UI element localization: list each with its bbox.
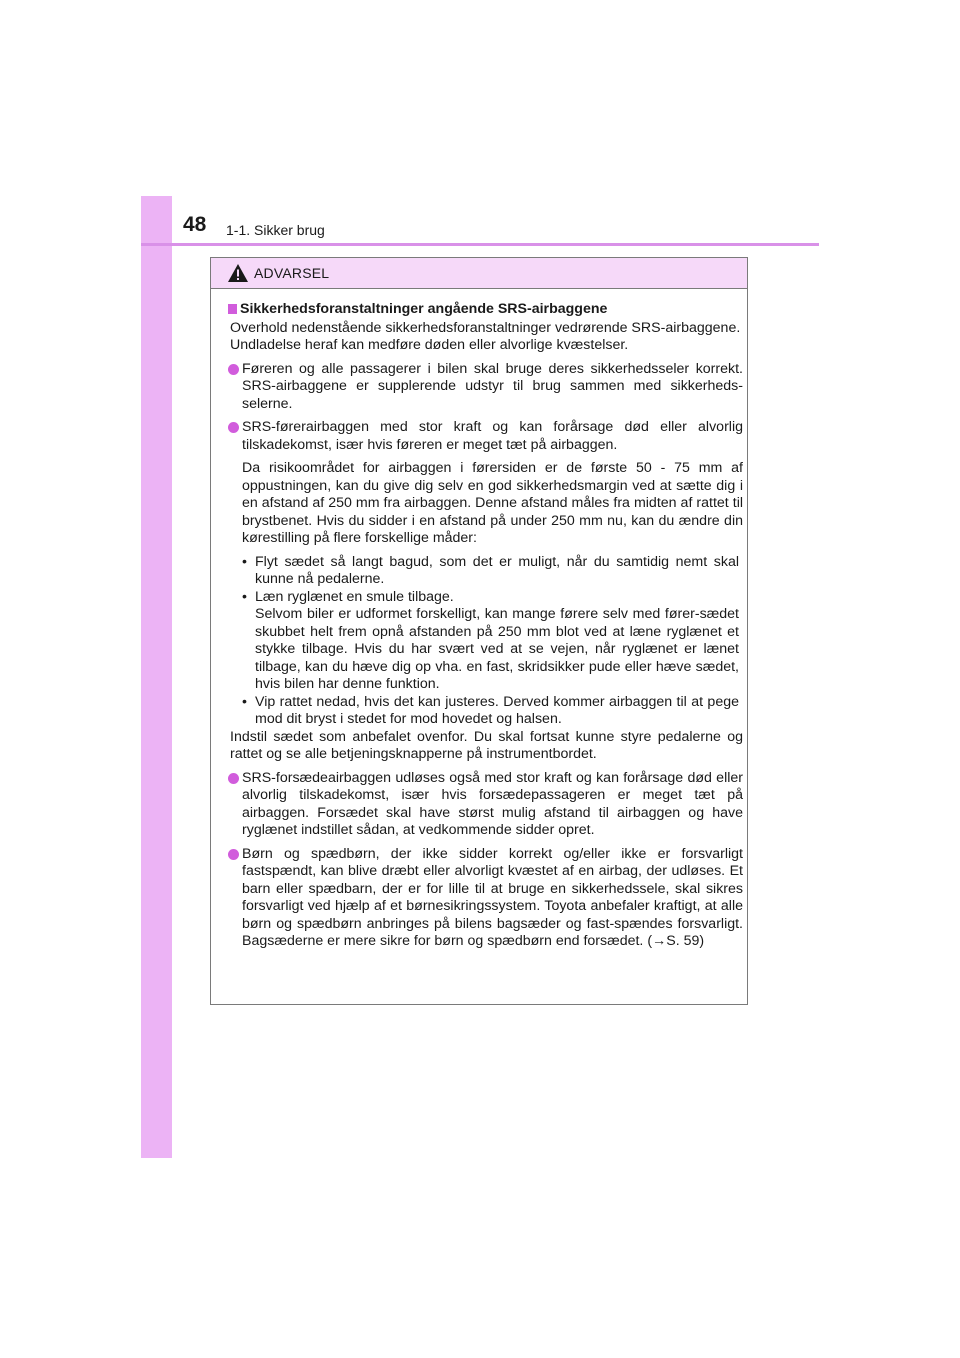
list-item-text: SRS-forsædeairbaggen udløses også med stor kraft og kan forårsage død eller alvorlig tilskadekomst, især hvis forsædepassageren er meget tæt på airbaggen. Forsædet skal have størst mulig afstand til airbaggen og have ryglænet indstillet sådan, at vedkommende sidder opret. [242, 769, 743, 838]
side-tab [141, 196, 172, 1158]
list-item-text: Føreren og alle passagerer i bilen skal bruge deres sikkerhedsseler korrekt. SRS-airbaggene er supplerende udstyr til brug sammen med sikkerheds-selerne. [242, 360, 743, 412]
list-item-detail: Da risikoområdet for airbaggen i førersiden er de første 50 - 75 mm af oppustningen, kan du give dig selv en god sikkerhedsmargin ved at sætte dig i en afstand af 250 mm fra airbaggen. Denne afstand måles fra midten af rattet til brystbenet. Hvis du sidder i en afstand på under 250 mm nu, kan du ændre din kørestilling på flere forskellige måder: [242, 460, 743, 546]
warning-triangle-icon [227, 263, 249, 283]
warning-label: ADVARSEL [254, 265, 330, 281]
circle-bullet-icon [228, 849, 239, 860]
page-number: 48 [183, 213, 207, 236]
list-item [228, 770, 743, 840]
intro-consequence: Undladelse heraf kan medføre døden eller alvorlige kvæstelser. [230, 337, 629, 353]
sub-bullet-marker: • [242, 553, 247, 570]
list-item [228, 361, 743, 414]
sub-bullet-text: Flyt sædet så langt bagud, som det er muligt, når du samtidig nemt skal kunne nå pedalerne. [255, 553, 739, 587]
list-item-text: Børn og spædbørn, der ikke sidder korrekt og/eller ikke er forsvarligt fastspændt, kan blive dræbt eller alvorligt kvæstet af en airbag, der udløses. Et barn eller spædbarn, der er for lille til at bruge en sikkerhedssele, skal sikres forsvarligt ved hjælp af et børnesikringssystem. Toyota anbefaler kraftigt, at alle børn og spædbørn anbringes på bilens bagsæder og fast-spændes forsvarligt. Bagsæderne er mere sikre for børn og spædbørn end forsædet. (→S. 59) [242, 845, 743, 949]
after-bullets-paragraph: Indstil sædet som anbefalet ovenfor. Du skal fortsat kunne styre pedalerne og rattet og se alle betjeningsknapperne på instrumentbordet. [230, 728, 743, 762]
sub-bullet [228, 694, 743, 729]
warning-content [228, 301, 743, 951]
list-item [228, 419, 743, 454]
warning-heading-text: Sikkerhedsforanstaltninger angående SRS-airbaggene [240, 301, 608, 317]
sub-bullet [228, 554, 743, 589]
section-title: 1-1. Sikker brug [226, 222, 325, 238]
circle-bullet-icon [228, 364, 239, 375]
warning-header [211, 258, 747, 289]
sub-bullet-text: Læn ryglænet en smule tilbage. [255, 588, 454, 605]
sub-bullet-detail: Selvom biler er udformet forskelligt, kan mange førere selv med fører-sædet skubbet helt frem opnå afstanden på 250 mm blot ved at læne ryglænet et stykke tilbage. Hvis du har svært ved at se vejen, når ryglænet er lænet tilbage, kan du hæve dig op vha. en fast, skridsikker pude eller hæve sædet, hvis bilen har denne funktion. [255, 606, 739, 692]
circle-bullet-icon [228, 773, 239, 784]
circle-bullet-icon [228, 422, 239, 433]
sub-bullet-text: Vip rattet nedad, hvis det kan justeres. Derved kommer airbaggen til at pege mod dit bryst i stedet for mod hovedet og halsen. [255, 693, 739, 727]
square-bullet-icon [228, 304, 237, 314]
list-item-text: SRS-førerairbaggen med stor kraft og kan forårsage død eller alvorlig tilskadekomst, især hvis føreren er meget tæt på airbaggen. [242, 419, 743, 453]
header-rule [141, 243, 819, 246]
sub-bullet-marker: • [242, 588, 247, 605]
warning-box [210, 257, 748, 1005]
warning-heading [228, 301, 743, 319]
intro-paragraph: Overhold nedenstående sikkerhedsforanstaltninger vedrørende SRS-airbaggene. [230, 319, 741, 336]
sub-bullet-marker: • [242, 693, 247, 710]
sub-bullet [228, 589, 743, 607]
list-item [228, 846, 743, 951]
